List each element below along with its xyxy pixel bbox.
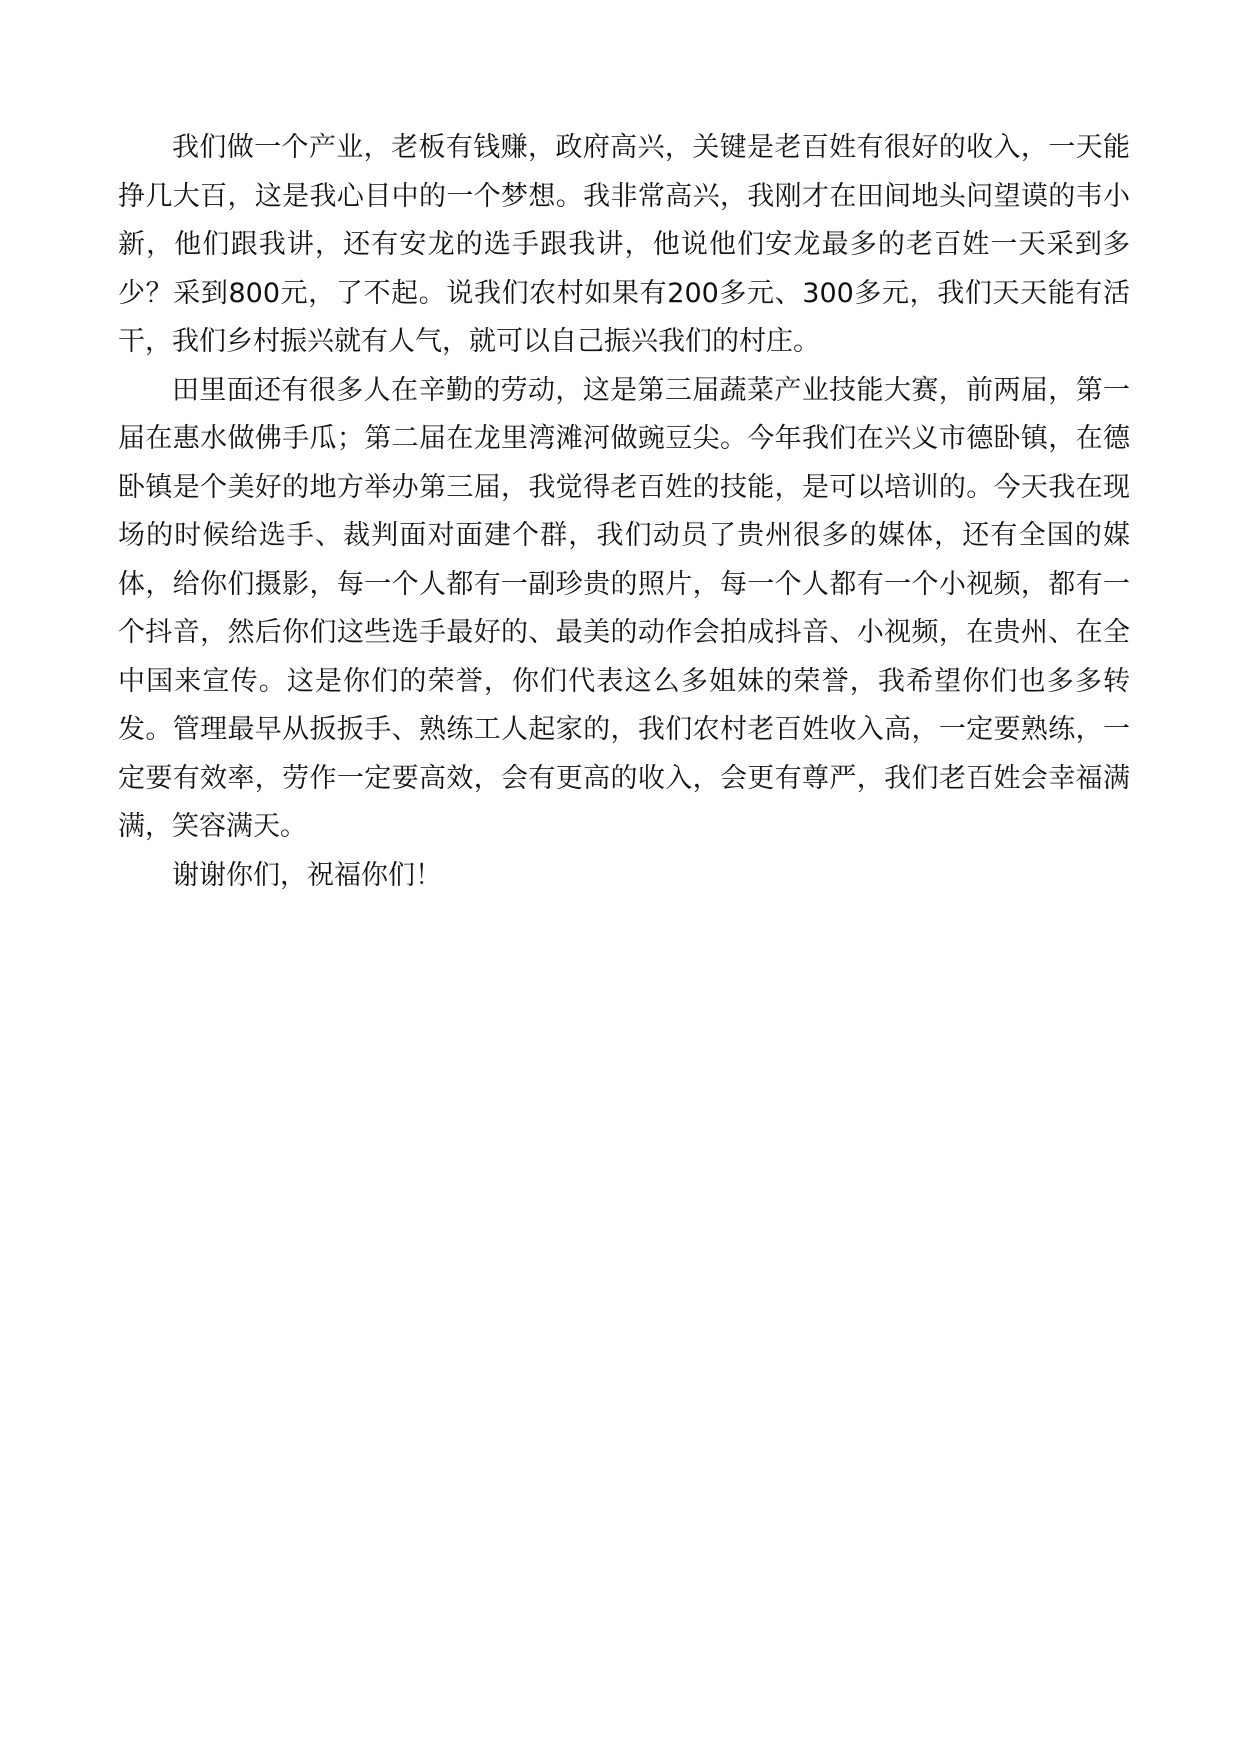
paragraph: 谢谢你们，祝福你们！ — [172, 859, 442, 891]
paragraph: 田里面还有很多人在辛勤的劳动，这是第三届蔬菜产业技能大赛，前两届，第一届在惠水做佛手瓜；第二届在龙里湾滩河做豌豆尖。今年我们在兴义市德卧镇，在德卧镇是个美好的地方举办第三届，我觉得老百姓的技能，是可以培训的。今天我在现场的时候给选手、裁判面对面建个群，我们动员了贵州很多的媒体，还有全国的媒体，给你们摄影，每一个人都有一副珍贵的照片，每一个人都有一个小视频，都有一个抖音，然后你们这些选手最好的、最美的动作会拍成抖音、小视频，在贵州、在全中国来宣传。这是你们的荣誉，你们代表这么多姐妹的荣誉，我希望你们也多多转发。管理最早从扳扳手、熟练工人起家的，我们农村老百姓收入高，一定要熟练，一定要有效率，劳作一定要高效，会有更高的收入，会更有尊严，我们老百姓会幸福满满，笑容满天。 — [118, 374, 1130, 842]
document-body — [118, 124, 1130, 900]
paragraph: 我们做一个产业，老板有钱赚，政府高兴，关键是老百姓有很好的收入，一天能挣几大百，这是我心目中的一个梦想。我非常高兴，我刚才在田间地头问望谟的韦小新，他们跟我讲，还有安龙的选手跟我讲，他说他们安龙最多的老百姓一天采到多少？采到800元，了不起。说我们农村如果有200多元、300多元，我们天天能有活干，我们乡村振兴就有人气，就可以自己振兴我们的村庄。 — [118, 132, 1130, 357]
